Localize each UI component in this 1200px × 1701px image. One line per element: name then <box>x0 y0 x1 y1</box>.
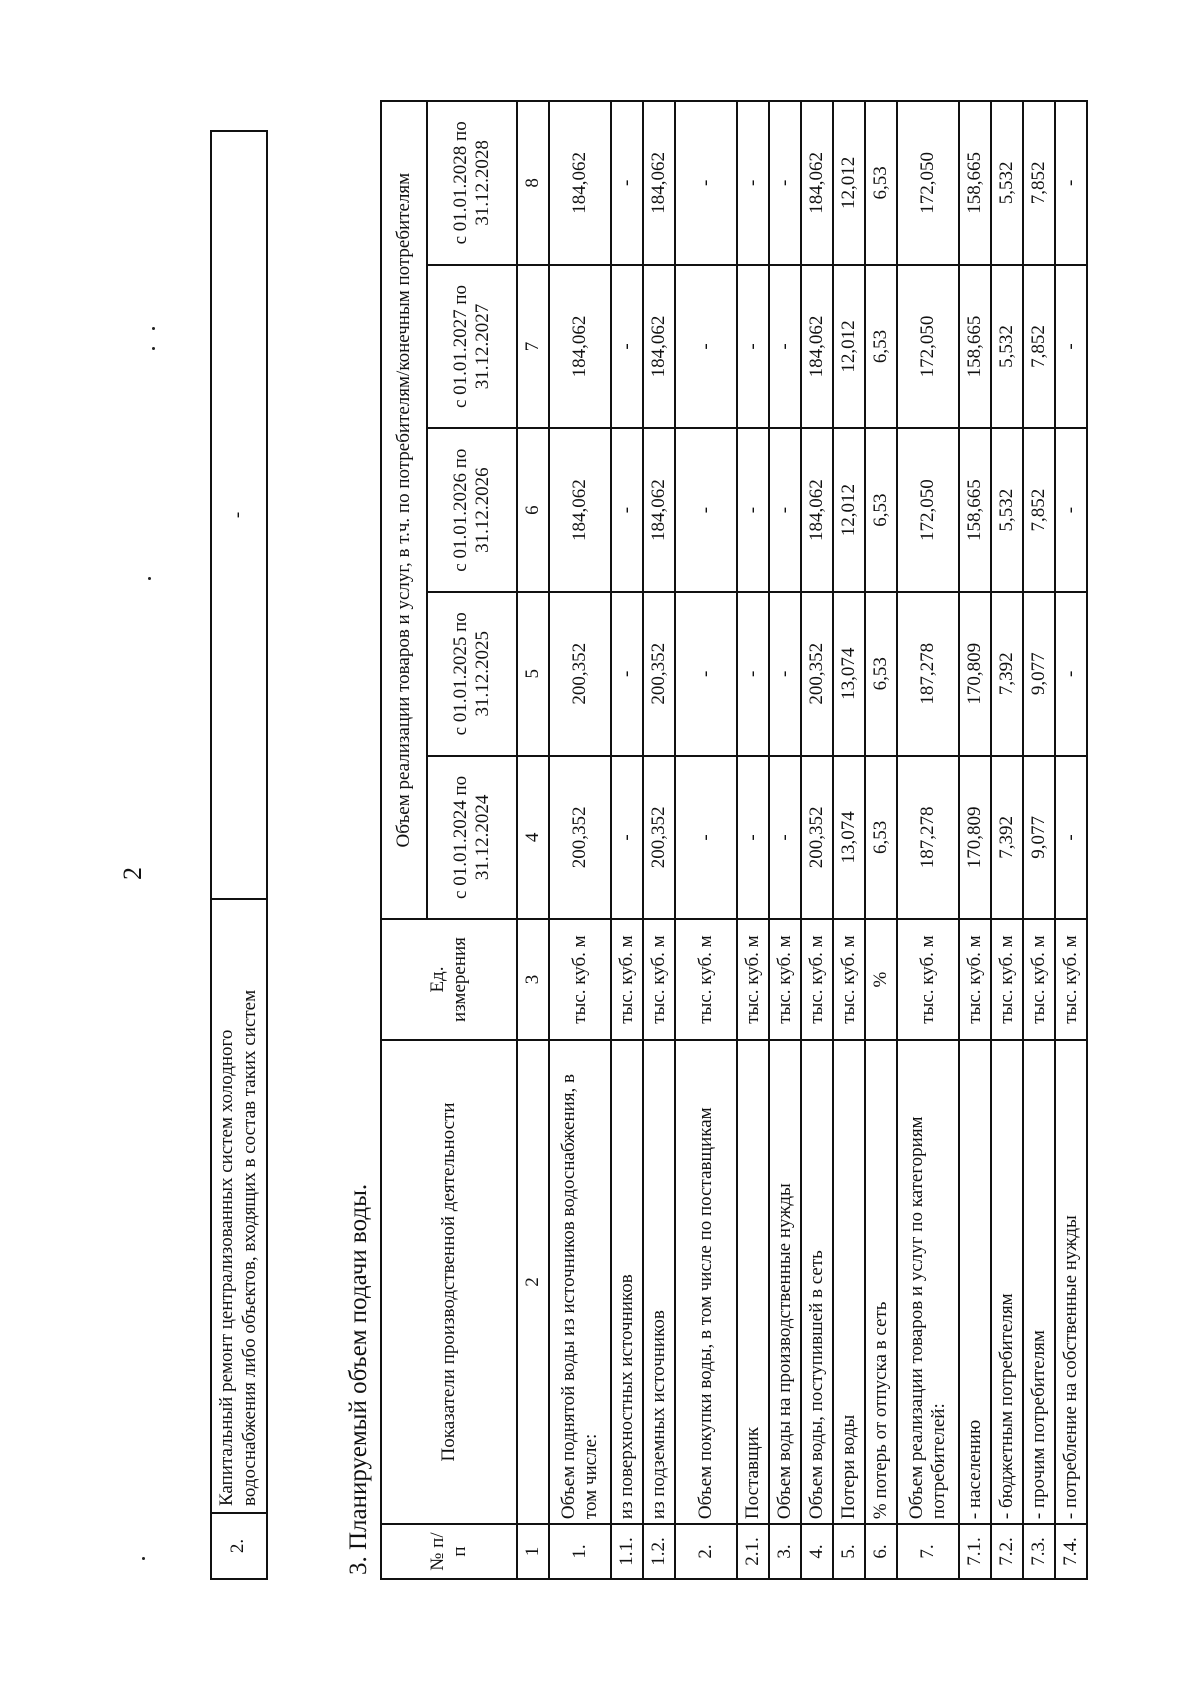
section-title: 3. Планируемый объем подачи воды. <box>345 1183 372 1575</box>
row-value: 7,852 <box>1023 265 1055 429</box>
row-value: 200,352 <box>643 756 675 920</box>
water-supply-table <box>380 100 1088 1580</box>
row-value: 5,532 <box>991 101 1023 265</box>
table-row <box>675 101 737 1579</box>
header-row <box>381 101 427 1579</box>
header-period: с 01.01.2025 по 31.12.2025 <box>427 592 517 756</box>
row-value: - <box>1055 101 1087 265</box>
row-number: 6. <box>865 1524 897 1579</box>
table-row <box>737 101 769 1579</box>
row-unit: тыс. куб. м <box>1023 919 1055 1040</box>
row-value: 158,665 <box>959 101 991 265</box>
row-value: 200,352 <box>801 756 833 920</box>
row-value: - <box>1055 428 1087 592</box>
table-row <box>643 101 675 1579</box>
row-value: - <box>611 592 643 756</box>
row-value: - <box>211 131 267 899</box>
row-value: - <box>611 428 643 592</box>
row-number: 1. <box>549 1524 611 1579</box>
row-value: - <box>737 101 769 265</box>
row-value: - <box>737 265 769 429</box>
row-indicator: Потери воды <box>833 1040 865 1524</box>
row-unit: тыс. куб. м <box>611 919 643 1040</box>
table-row <box>549 101 611 1579</box>
row-value: - <box>611 756 643 920</box>
row-value: - <box>769 101 801 265</box>
scan-speck <box>152 327 155 330</box>
row-indicator: - бюджетным потребителям <box>991 1040 1023 1524</box>
row-value: 12,012 <box>833 101 865 265</box>
row-value: 184,062 <box>801 265 833 429</box>
row-value: - <box>675 428 737 592</box>
page-number: 2 <box>118 867 147 880</box>
row-number: 1.2. <box>643 1524 675 1579</box>
row-unit: тыс. куб. м <box>833 919 865 1040</box>
row-value: 170,809 <box>959 592 991 756</box>
row-value: 184,062 <box>643 265 675 429</box>
row-value: 187,278 <box>897 756 959 920</box>
row-value: - <box>769 592 801 756</box>
row-indicator: из поверхностных источников <box>611 1040 643 1524</box>
row-value: 7,852 <box>1023 101 1055 265</box>
row-value: 9,077 <box>1023 756 1055 920</box>
header-period: с 01.01.2026 по 31.12.2026 <box>427 428 517 592</box>
row-unit: тыс. куб. м <box>737 919 769 1040</box>
row-value: - <box>737 592 769 756</box>
row-value: - <box>737 756 769 920</box>
row-value: 6,53 <box>865 592 897 756</box>
row-indicator: из подземных источников <box>643 1040 675 1524</box>
row-value: - <box>769 265 801 429</box>
row-indicator: Объем воды, поступившей в сеть <box>801 1040 833 1524</box>
table-row <box>833 101 865 1579</box>
row-value: - <box>611 265 643 429</box>
row-unit: тыс. куб. м <box>675 919 737 1040</box>
row-value: - <box>675 265 737 429</box>
row-value: 172,050 <box>897 101 959 265</box>
row-unit: тыс. куб. м <box>897 919 959 1040</box>
header-num: № п/п <box>381 1524 517 1579</box>
table-row <box>865 101 897 1579</box>
row-value: 200,352 <box>549 756 611 920</box>
row-value: 172,050 <box>897 265 959 429</box>
row-unit: тыс. куб. м <box>769 919 801 1040</box>
row-value: 6,53 <box>865 265 897 429</box>
row-value: - <box>737 428 769 592</box>
column-index: 7 <box>517 265 549 429</box>
row-value: - <box>675 592 737 756</box>
column-index: 2 <box>517 1040 549 1524</box>
row-indicator: Объем воды на производственные нужды <box>769 1040 801 1524</box>
document-page <box>90 40 1200 1640</box>
row-unit: % <box>865 919 897 1040</box>
table-row <box>801 101 833 1579</box>
row-value: 170,809 <box>959 756 991 920</box>
row-value: - <box>1055 592 1087 756</box>
row-value: 7,392 <box>991 592 1023 756</box>
row-value: 158,665 <box>959 265 991 429</box>
row-value: 13,074 <box>833 592 865 756</box>
column-index-row <box>517 101 549 1579</box>
row-indicator: Поставщик <box>737 1040 769 1524</box>
header-group: Объем реализации товаров и услуг, в т.ч. по потребителям/конечным потребителям <box>381 101 427 919</box>
row-indicator: % потерь от отпуска в сеть <box>865 1040 897 1524</box>
table-row <box>1055 101 1087 1579</box>
row-value: - <box>675 756 737 920</box>
row-indicator: - населению <box>959 1040 991 1524</box>
table-row <box>211 131 267 1579</box>
table-row <box>769 101 801 1579</box>
scan-speck <box>148 577 151 580</box>
row-value: 5,532 <box>991 265 1023 429</box>
row-number: 2.1. <box>737 1524 769 1579</box>
row-value: - <box>769 756 801 920</box>
row-value: 184,062 <box>801 101 833 265</box>
row-unit: тыс. куб. м <box>643 919 675 1040</box>
row-indicator: Объем поднятой воды из источников водоснабжения, в том числе: <box>549 1040 611 1524</box>
header-period: с 01.01.2027 по 31.12.2027 <box>427 265 517 429</box>
row-value: 200,352 <box>801 592 833 756</box>
row-value: 172,050 <box>897 428 959 592</box>
column-index: 3 <box>517 919 549 1040</box>
row-value: 7,392 <box>991 756 1023 920</box>
row-number: 3. <box>769 1524 801 1579</box>
row-number: 7.3. <box>1023 1524 1055 1579</box>
row-value: - <box>1055 265 1087 429</box>
row-number: 7.1. <box>959 1524 991 1579</box>
row-value: 12,012 <box>833 265 865 429</box>
column-index: 5 <box>517 592 549 756</box>
row-value: - <box>675 101 737 265</box>
column-index: 1 <box>517 1524 549 1579</box>
row-value: 187,278 <box>897 592 959 756</box>
table-row <box>959 101 991 1579</box>
row-value: - <box>1055 756 1087 920</box>
row-value: - <box>769 428 801 592</box>
row-unit: тыс. куб. м <box>801 919 833 1040</box>
row-number: 7. <box>897 1524 959 1579</box>
previous-table-fragment <box>210 130 268 1580</box>
table-row <box>611 101 643 1579</box>
table-row <box>897 101 959 1579</box>
row-indicator: Объем покупки воды, в том числе по поставщикам <box>675 1040 737 1524</box>
scan-speck <box>152 347 155 350</box>
row-value: 158,665 <box>959 428 991 592</box>
table-row <box>1023 101 1055 1579</box>
row-value: 184,062 <box>549 265 611 429</box>
row-value: 12,012 <box>833 428 865 592</box>
row-description: Капитальный ремонт централизованных систем холодного водоснабжения либо объектов, входящих в состав таких систем <box>211 899 267 1513</box>
row-unit: тыс. куб. м <box>991 919 1023 1040</box>
row-unit: тыс. куб. м <box>959 919 991 1040</box>
row-value: 6,53 <box>865 101 897 265</box>
row-value: 6,53 <box>865 428 897 592</box>
row-value: 184,062 <box>643 428 675 592</box>
row-value: 6,53 <box>865 756 897 920</box>
row-indicator: Объем реализации товаров и услуг по категориям потребителей: <box>897 1040 959 1524</box>
scan-speck <box>142 1557 145 1560</box>
column-index: 4 <box>517 756 549 920</box>
row-value: - <box>611 101 643 265</box>
row-number: 2. <box>675 1524 737 1579</box>
row-value: 184,062 <box>801 428 833 592</box>
row-number: 2. <box>211 1513 267 1579</box>
row-value: 5,532 <box>991 428 1023 592</box>
row-number: 5. <box>833 1524 865 1579</box>
row-value: 13,074 <box>833 756 865 920</box>
header-unit: Ед. измерения <box>381 919 517 1040</box>
row-number: 7.4. <box>1055 1524 1087 1579</box>
row-value: 200,352 <box>643 592 675 756</box>
column-index: 6 <box>517 428 549 592</box>
header-period: с 01.01.2024 по 31.12.2024 <box>427 756 517 920</box>
header-period: с 01.01.2028 по 31.12.2028 <box>427 101 517 265</box>
row-indicator: - потребление на собственные нужды <box>1055 1040 1087 1524</box>
row-number: 1.1. <box>611 1524 643 1579</box>
row-value: 9,077 <box>1023 592 1055 756</box>
row-number: 7.2. <box>991 1524 1023 1579</box>
row-value: 184,062 <box>549 101 611 265</box>
row-value: 184,062 <box>643 101 675 265</box>
header-indicator: Показатели производственной деятельности <box>381 1040 517 1524</box>
row-value: 184,062 <box>549 428 611 592</box>
row-indicator: - прочим потребителям <box>1023 1040 1055 1524</box>
row-value: 7,852 <box>1023 428 1055 592</box>
row-number: 4. <box>801 1524 833 1579</box>
row-unit: тыс. куб. м <box>549 919 611 1040</box>
column-index: 8 <box>517 101 549 265</box>
row-value: 200,352 <box>549 592 611 756</box>
row-unit: тыс. куб. м <box>1055 919 1087 1040</box>
table-row <box>991 101 1023 1579</box>
